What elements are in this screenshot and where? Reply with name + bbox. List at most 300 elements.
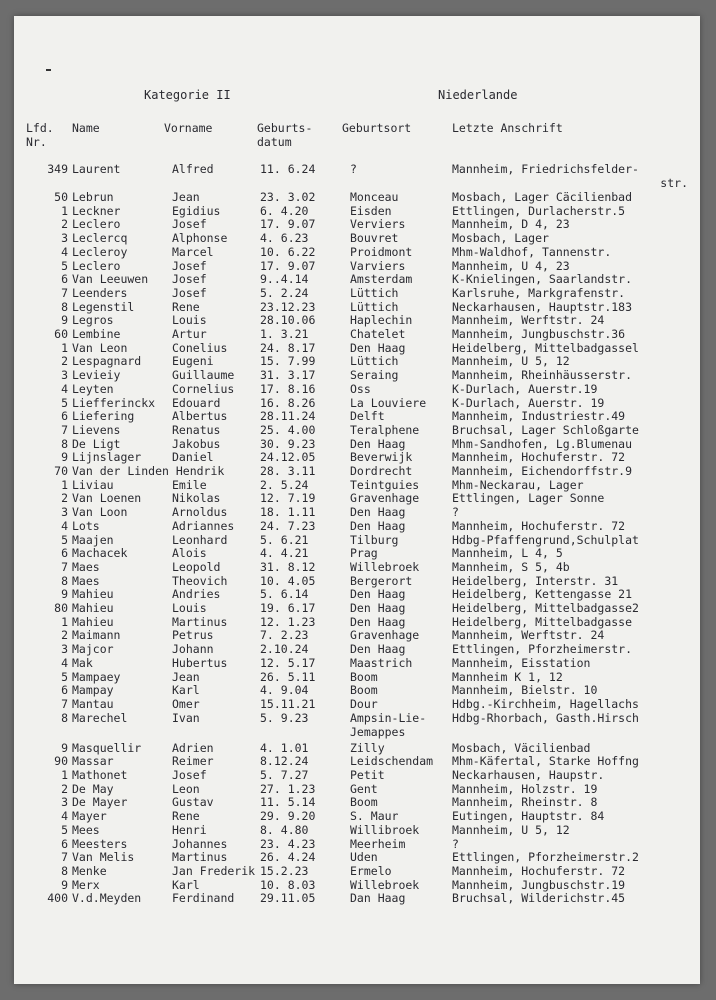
cell-geburtsort: Proidmont [350, 244, 413, 259]
cell-name: Merx [72, 877, 100, 892]
cell-name: Maes [72, 573, 100, 588]
table-row [14, 204, 700, 218]
cell-anschrift: Mannheim, Werftstr. 24 [452, 313, 605, 328]
table-row [14, 478, 700, 492]
cell-nr: 4 [61, 518, 68, 533]
cell-vorname: Edouard [172, 395, 221, 410]
cell-vorname: Omer [172, 696, 200, 711]
cell-anschrift: Mannheim, Eichendorffstr.9 [452, 464, 633, 478]
cell-anschrift: Mannheim, Rheinstr. 8 [452, 795, 598, 810]
cell-nr: 5 [61, 395, 68, 410]
cell-vorname: Reimer [172, 754, 214, 769]
cell-vorname: Artur [172, 327, 207, 341]
cell-anschrift: Mosbach, Väcilienbad [452, 740, 591, 755]
cell-anschrift: Neckarhausen, Hauptstr.183 [452, 299, 633, 314]
cell-geburtsort: Den Haag [350, 518, 406, 533]
table-row [14, 464, 700, 478]
cell-nr: 3 [61, 368, 68, 383]
cell-geburtsdatum: 26. 5.11 [260, 669, 316, 684]
cell-geburtsort: Tilburg [350, 532, 399, 547]
cell-anschrift-continuation: str. [660, 176, 688, 190]
cell-geburtsort: Eisden [350, 203, 392, 218]
cell-geburtsdatum: 31. 3.17 [260, 368, 316, 383]
cell-name: Mathonet [72, 768, 128, 782]
table-row [14, 697, 700, 711]
table-row [14, 162, 700, 190]
cell-geburtsdatum: 4. 6.23 [260, 231, 309, 246]
cell-nr: 8 [61, 863, 68, 878]
cell-anschrift: Mannheim, D 4, 23 [452, 217, 570, 232]
cell-geburtsort: Bergerort [350, 573, 413, 588]
table-row [14, 615, 700, 629]
cell-vorname: Karl [172, 683, 200, 698]
table-row [14, 519, 700, 533]
cell-geburtsdatum: 23. 3.02 [260, 190, 316, 204]
cell-nr: 80 [54, 601, 68, 615]
cell-anschrift: Mannheim, Eisstation [452, 655, 591, 670]
cell-geburtsdatum: 6. 4.20 [260, 203, 309, 218]
cell-anschrift: Mosbach, Lager Cäcilienbad [452, 190, 633, 204]
table-row [14, 286, 700, 300]
cell-geburtsdatum: 15.2.23 [260, 863, 309, 878]
cell-name: Masquellir [72, 740, 142, 755]
cell-anschrift: Hdbg.-Kirchheim, Hagellachs [452, 696, 639, 711]
cell-geburtsort: Teintguies [350, 477, 420, 492]
cell-vorname: Rene [172, 809, 200, 824]
cell-geburtsort-continuation: Jemappes [350, 724, 406, 739]
cell-geburtsdatum: 4. 4.21 [260, 546, 309, 561]
cell-anschrift: Ettlingen, Durlacherstr.5 [452, 203, 626, 218]
table-row [14, 533, 700, 547]
cell-name: Liefering [72, 409, 135, 424]
cell-anschrift: K-Durlach, Auerstr. 19 [452, 395, 605, 410]
cell-anschrift: Mannheim, Friedrichsfelder- [452, 162, 639, 176]
cell-anschrift: Mannheim, Rheinhäusserstr. [452, 368, 633, 383]
table-row [14, 574, 700, 588]
cell-vorname: Leonhard [172, 532, 228, 547]
cell-nr: 9 [61, 877, 68, 892]
cell-geburtsort: Oss [350, 381, 371, 396]
cell-name: Lembine [72, 327, 121, 341]
cell-name: Van Melis [72, 850, 135, 865]
cell-geburtsort: Boom [350, 683, 378, 698]
cell-geburtsdatum: 18. 1.11 [260, 505, 316, 520]
cell-name: Legros [72, 313, 114, 328]
cell-name: Majcor [72, 642, 114, 657]
cell-nr: 3 [61, 795, 68, 810]
cell-anschrift: K-Durlach, Auerstr.19 [452, 381, 598, 396]
cell-geburtsdatum: 12. 7.19 [260, 491, 316, 506]
table-row [14, 782, 700, 796]
cell-geburtsort: Gravenhage [350, 628, 420, 643]
cell-geburtsdatum: 5. 9.23 [260, 710, 309, 725]
cell-name: Legenstil [72, 299, 135, 314]
cell-anschrift: Mannheim, U 4, 23 [452, 258, 570, 273]
cell-geburtsdatum: 24.12.05 [260, 450, 316, 465]
cell-geburtsdatum: 24. 8.17 [260, 340, 316, 355]
cell-geburtsort: Lüttich [350, 299, 399, 314]
cell-geburtsort: Den Haag [350, 642, 406, 657]
cell-geburtsdatum: 17. 9.07 [260, 258, 316, 273]
cell-nr: 1 [61, 203, 68, 218]
table-row [14, 587, 700, 601]
cell-nr: 3 [61, 231, 68, 246]
table-row [14, 864, 700, 878]
cell-nr: 6 [61, 546, 68, 561]
col-geburtsdatum: Geburts- datum [257, 121, 313, 149]
cell-nr: 8 [61, 436, 68, 451]
cell-geburtsdatum: 28.11.24 [260, 409, 316, 424]
table-row [14, 491, 700, 505]
cell-nr: 2 [61, 217, 68, 232]
cell-nr: 9 [61, 450, 68, 465]
cell-geburtsdatum: 23.12.23 [260, 299, 316, 314]
cell-anschrift: Hdbg-Pfaffengrund,Schulplat [452, 532, 639, 547]
cell-anschrift: Mannheim, U 5, 12 [452, 822, 570, 837]
cell-geburtsdatum: 5. 7.27 [260, 768, 309, 782]
cell-geburtsdatum: 10. 6.22 [260, 244, 316, 259]
cell-nr: 9 [61, 313, 68, 328]
cell-geburtsdatum: 27. 1.23 [260, 781, 316, 796]
cell-geburtsort: Boom [350, 795, 378, 810]
cell-geburtsort: La Louviere [350, 395, 427, 410]
cell-anschrift: Mannheim, Werftstr. 24 [452, 628, 605, 643]
cell-nr: 1 [61, 340, 68, 355]
table-row [14, 272, 700, 286]
cell-vorname: Daniel [172, 450, 214, 465]
cell-geburtsort: Verviers [350, 217, 406, 232]
table-row [14, 313, 700, 327]
cell-name: Lespagnard [72, 354, 142, 369]
cell-geburtsort: Den Haag [350, 614, 406, 629]
table-row [14, 231, 700, 245]
cell-geburtsort: Willebroek [350, 877, 420, 892]
cell-geburtsdatum: 26. 4.24 [260, 850, 316, 865]
cell-vorname: Martinus [172, 614, 228, 629]
category-title: Kategorie II [144, 88, 231, 102]
table-row [14, 409, 700, 423]
cell-nr: 6 [61, 836, 68, 851]
table-row [14, 450, 700, 464]
cell-geburtsdatum: 8.12.24 [260, 754, 309, 769]
cell-geburtsort: Den Haag [350, 601, 406, 615]
cell-nr: 4 [61, 655, 68, 670]
cell-geburtsdatum: 17. 8.16 [260, 381, 316, 396]
cell-name: Leckner [72, 203, 121, 218]
cell-vorname: Karl [172, 877, 200, 892]
cell-nr: 2 [61, 781, 68, 796]
table-row [14, 382, 700, 396]
cell-name: Machacek [72, 546, 128, 561]
cell-vorname: Johann [172, 642, 214, 657]
cell-geburtsdatum: 24. 7.23 [260, 518, 316, 533]
cell-geburtsort: Ermelo [350, 863, 392, 878]
cell-geburtsort: Den Haag [350, 587, 406, 602]
cell-vorname: Alfred [172, 162, 214, 176]
cell-nr: 8 [61, 573, 68, 588]
cell-geburtsort: Den Haag [350, 340, 406, 355]
cell-name: V.d.Meyden [72, 891, 142, 906]
col-geburtsort: Geburtsort [342, 121, 412, 135]
table-row [14, 837, 700, 851]
cell-geburtsort: Chatelet [350, 327, 406, 341]
cell-nr: 9 [61, 587, 68, 602]
cell-anschrift: Mannheim, Hochuferstr. 72 [452, 518, 626, 533]
table-row [14, 795, 700, 809]
cell-nr: 5 [61, 669, 68, 684]
table-row [14, 300, 700, 314]
cell-vorname: Josef [172, 272, 207, 287]
cell-nr: 3 [61, 505, 68, 520]
table-row [14, 327, 700, 341]
cell-nr: 4 [61, 381, 68, 396]
cell-vorname: Emile [172, 477, 207, 492]
cell-name: Mahieu [72, 614, 114, 629]
cell-anschrift: Ettlingen, Pforzheimerstr. [452, 642, 633, 657]
cell-nr: 7 [61, 850, 68, 865]
cell-nr: 3 [61, 642, 68, 657]
table-row [14, 396, 700, 410]
country-title: Niederlande [438, 88, 518, 102]
cell-name: Levieiy [72, 368, 121, 383]
cell-nr: 7 [61, 422, 68, 437]
table-row [14, 878, 700, 892]
cell-vorname: Petrus [172, 628, 214, 643]
cell-name: Leenders [72, 285, 128, 300]
cell-geburtsdatum: 11. 5.14 [260, 795, 316, 810]
table-row [14, 341, 700, 355]
cell-nr: 7 [61, 559, 68, 574]
cell-vorname: Alois [172, 546, 207, 561]
cell-vorname: Jakobus [172, 436, 221, 451]
cell-anschrift: Mannheim, S 5, 4b [452, 559, 570, 574]
cell-nr: 400 [47, 891, 68, 906]
cell-anschrift: ? [452, 836, 459, 851]
cell-anschrift: Mhm-Neckarau, Lager [452, 477, 584, 492]
cell-geburtsort: Haplechin [350, 313, 413, 328]
cell-vorname: Andries [172, 587, 221, 602]
cell-anschrift: Eutingen, Hauptstr. 84 [452, 809, 605, 824]
cell-name: Mees [72, 822, 100, 837]
cell-anschrift: Mannheim, Bielstr. 10 [452, 683, 598, 698]
table-row [14, 754, 700, 768]
cell-geburtsort: Leidschendam [350, 754, 434, 769]
cell-geburtsdatum: 25. 4.00 [260, 422, 316, 437]
cell-geburtsort: Den Haag [350, 436, 406, 451]
table-row [14, 670, 700, 684]
cell-geburtsort: Dordrecht [350, 464, 413, 478]
cell-nr: 8 [61, 299, 68, 314]
cell-name: Lebrun [72, 190, 114, 204]
cell-nr: 8 [61, 710, 68, 725]
margin-mark [46, 69, 51, 71]
cell-geburtsort: Delft [350, 409, 385, 424]
cell-geburtsdatum: 1. 3.21 [260, 327, 309, 341]
cell-vorname: Josef [172, 217, 207, 232]
cell-name: Van der Linden Hendrik [72, 464, 225, 478]
cell-geburtsdatum: 31. 8.12 [260, 559, 316, 574]
cell-anschrift: Ettlingen, Pforzheimerstr.2 [452, 850, 639, 865]
cell-name: Marechel [72, 710, 128, 725]
cell-geburtsdatum: 8. 4.80 [260, 822, 309, 837]
cell-nr: 6 [61, 683, 68, 698]
cell-vorname: Guillaume [172, 368, 235, 383]
cell-vorname: Ivan [172, 710, 200, 725]
table-row [14, 437, 700, 451]
cell-geburtsdatum: 23. 4.23 [260, 836, 316, 851]
cell-vorname: Josef [172, 258, 207, 273]
cell-vorname: Marcel [172, 244, 214, 259]
cell-geburtsdatum: 10. 8.03 [260, 877, 316, 892]
cell-anschrift: Heidelberg, Mittelbadgassel [452, 340, 639, 355]
cell-geburtsort: Teralphene [350, 422, 420, 437]
cell-geburtsdatum: 9..4.14 [260, 272, 309, 287]
cell-geburtsort: Seraing [350, 368, 399, 383]
cell-name: Mampay [72, 683, 114, 698]
cell-vorname: Leopold [172, 559, 221, 574]
table-row [14, 601, 700, 615]
cell-anschrift: Mannheim, Jungbuschstr.19 [452, 877, 626, 892]
cell-name: Leclercq [72, 231, 128, 246]
table-row [14, 823, 700, 837]
cell-anschrift: Mannheim, Jungbuschstr.36 [452, 327, 626, 341]
cell-anschrift: Bruchsal, Lager Schloßgarte [452, 422, 639, 437]
table-row [14, 710, 700, 739]
cell-vorname: Henri [172, 822, 207, 837]
cell-anschrift: Hdbg-Rhorbach, Gasth.Hirsch [452, 710, 639, 725]
cell-geburtsdatum: 2. 5.24 [260, 477, 309, 492]
table-row [14, 642, 700, 656]
cell-vorname: Arnoldus [172, 505, 228, 520]
cell-geburtsort: Dan Haag [350, 891, 406, 906]
table-row [14, 850, 700, 864]
cell-vorname: Alphonse [172, 231, 228, 246]
cell-geburtsdatum: 15. 7.99 [260, 354, 316, 369]
cell-vorname: Jan Frederik [172, 863, 256, 878]
cell-vorname: Nikolas [172, 491, 221, 506]
cell-geburtsdatum: 30. 9.23 [260, 436, 316, 451]
cell-nr: 5 [61, 822, 68, 837]
cell-name: De May [72, 781, 114, 796]
cell-vorname: Egidius [172, 203, 221, 218]
cell-geburtsdatum: 10. 4.05 [260, 573, 316, 588]
cell-geburtsort: Ampsin-Lie- [350, 710, 427, 725]
table-row [14, 656, 700, 670]
cell-anschrift: Heidelberg, Mittelbadgasse [452, 614, 633, 629]
table-row [14, 190, 700, 204]
table-row [14, 546, 700, 560]
col-lfd-nr: Lfd. Nr. [26, 121, 54, 149]
cell-nr: 50 [54, 190, 68, 204]
cell-vorname: Cornelius [172, 381, 235, 396]
cell-name: Lots [72, 518, 100, 533]
cell-anschrift: Mannheim, Industriestr.49 [452, 409, 626, 424]
cell-nr: 7 [61, 285, 68, 300]
table-row [14, 259, 700, 273]
cell-anschrift: Heidelberg, Mittelbadgasse2 [452, 601, 639, 615]
cell-name: Mantau [72, 696, 114, 711]
cell-vorname: Conelius [172, 340, 228, 355]
cell-name: Lijnslager [72, 450, 142, 465]
cell-name: Menke [72, 863, 107, 878]
cell-name: Liefferinckx [72, 395, 156, 410]
cell-name: Leyten [72, 381, 114, 396]
cell-geburtsort: S. Maur [350, 809, 399, 824]
table-row [14, 560, 700, 574]
cell-name: Lecleroy [72, 244, 128, 259]
cell-vorname: Gustav [172, 795, 214, 810]
cell-name: Mahieu [72, 587, 114, 602]
cell-geburtsort: Boom [350, 669, 378, 684]
cell-geburtsdatum: 28.10.06 [260, 313, 316, 328]
cell-geburtsort: Maastrich [350, 655, 413, 670]
cell-geburtsort: Beverwijk [350, 450, 413, 465]
cell-nr: 6 [61, 409, 68, 424]
cell-vorname: Louis [172, 313, 207, 328]
cell-geburtsdatum: 19. 6.17 [260, 601, 316, 615]
col-vorname: Vorname [164, 121, 213, 135]
table-row [14, 683, 700, 697]
cell-geburtsort: Monceau [350, 190, 399, 204]
cell-geburtsdatum: 11. 6.24 [260, 162, 316, 176]
cell-name: Mahieu [72, 601, 114, 615]
cell-geburtsdatum: 12. 1.23 [260, 614, 316, 629]
table-row [14, 217, 700, 231]
cell-name: De Mayer [72, 795, 128, 810]
cell-anschrift: Mannheim, Hochuferstr. 72 [452, 863, 626, 878]
cell-name: Mayer [72, 809, 107, 824]
cell-name: Leclero [72, 217, 121, 232]
cell-geburtsdatum: 5. 6.14 [260, 587, 309, 602]
cell-name: Maimann [72, 628, 121, 643]
cell-geburtsort: Bouvret [350, 231, 399, 246]
col-letzte-anschrift: Letzte Anschrift [452, 121, 563, 135]
cell-name: Van Loenen [72, 491, 142, 506]
cell-geburtsdatum: 15.11.21 [260, 696, 316, 711]
cell-nr: 60 [54, 327, 68, 341]
cell-nr: 2 [61, 491, 68, 506]
cell-vorname: Josef [172, 285, 207, 300]
cell-nr: 2 [61, 628, 68, 643]
cell-anschrift: Mannheim K 1, 12 [452, 669, 563, 684]
cell-vorname: Leon [172, 781, 200, 796]
cell-geburtsdatum: 29.11.05 [260, 891, 316, 906]
cell-nr: 4 [61, 244, 68, 259]
cell-geburtsort: Gent [350, 781, 378, 796]
cell-anschrift: Mhm-Sandhofen, Lg.Blumenau [452, 436, 633, 451]
cell-geburtsort: Prag [350, 546, 378, 561]
cell-vorname: Adriannes [172, 518, 235, 533]
cell-vorname: Louis [172, 601, 207, 615]
cell-nr: 5 [61, 258, 68, 273]
cell-geburtsort: Willibroek [350, 822, 420, 837]
cell-geburtsort: Meerheim [350, 836, 406, 851]
cell-name: Van Loon [72, 505, 128, 520]
cell-nr: 9 [61, 740, 68, 755]
cell-geburtsort: Petit [350, 768, 385, 782]
cell-anschrift: Heidelberg, Kettengasse 21 [452, 587, 633, 602]
cell-geburtsdatum: 28. 3.11 [260, 464, 316, 478]
cell-name: Maajen [72, 532, 114, 547]
cell-anschrift: Mosbach, Lager [452, 231, 549, 246]
cell-geburtsort: Dour [350, 696, 378, 711]
cell-anschrift: K-Knielingen, Saarlandstr. [452, 272, 633, 287]
cell-geburtsdatum: 12. 5.17 [260, 655, 316, 670]
cell-vorname: Jean [172, 190, 200, 204]
cell-nr: 1 [61, 477, 68, 492]
cell-geburtsdatum: 4. 9.04 [260, 683, 309, 698]
table-row [14, 891, 700, 905]
